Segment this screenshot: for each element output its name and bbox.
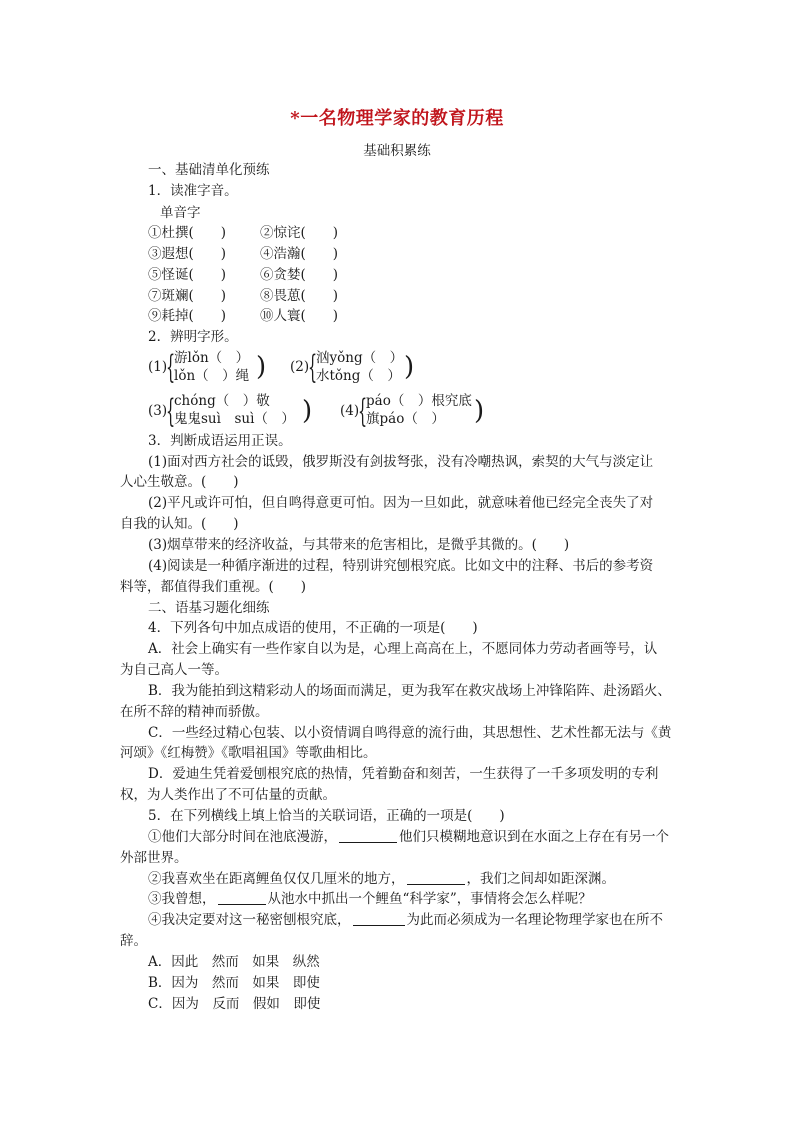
pinyin-item: ⑧畏葸( ) <box>260 288 339 304</box>
sentence-text: ④我决定要对这一秘密刨根究底， <box>148 912 351 928</box>
option-line: 在所不辞的精神而骄傲。 <box>120 704 269 720</box>
fill-blank[interactable] <box>218 891 266 905</box>
right-paren: ) <box>404 352 415 382</box>
right-paren: ) <box>474 396 485 426</box>
sentence-text: 为此而必须成为一名理论物理学家也在所不 <box>406 912 663 928</box>
question-line: (2)平凡或许可怕，但自鸣得意更可怕。因为一旦如此，就意味着他已经完全丧失了对 <box>148 495 654 511</box>
question-line: 料等，都值得我们重视。( ) <box>120 579 307 595</box>
glyph-group-line: 游lǒn（ ） <box>174 350 250 366</box>
fill-blank[interactable] <box>339 829 397 843</box>
option-line: 河颂》《红梅赞》《歌唱祖国》等歌曲相比。 <box>120 745 377 761</box>
pinyin-item: ⑩人寰( ) <box>260 308 339 324</box>
pinyin-item: ⑥贪婪( ) <box>260 267 339 283</box>
question-stem: 1．读准字音。 <box>148 183 238 199</box>
right-paren: ) <box>302 396 313 426</box>
left-brace: { <box>308 348 318 386</box>
page-title: *一名物理学家的教育历程 <box>290 108 504 129</box>
glyph-group-number: (3) <box>148 403 168 419</box>
glyph-group-line: chóng（ ）敬 <box>174 393 270 409</box>
glyph-group-line: 旗páo（ ） <box>366 411 445 427</box>
sentence-text: ，我们之间却如距深渊。 <box>466 871 615 887</box>
right-paren: ) <box>256 352 267 382</box>
answer-option[interactable]: C．因为 反而 假如 即使 <box>148 996 321 1012</box>
question-subheading: 单音字 <box>160 205 201 221</box>
glyph-group-number: (4) <box>340 403 360 419</box>
fill-blank[interactable] <box>353 912 405 926</box>
glyph-group-number: (1) <box>148 359 168 375</box>
sentence-line <box>148 890 592 908</box>
question-stem: 5．在下列横线上填上恰当的关联词语，正确的一项是( ) <box>148 808 505 824</box>
left-brace: { <box>166 392 176 430</box>
option-line: D．爱迪生凭着爱刨根究底的热情，凭着勤奋和刻苦，一生获得了一千多项发明的专利 <box>148 766 659 782</box>
glyph-group-number: (2) <box>290 359 310 375</box>
pinyin-item: ①杜撰( ) <box>148 225 227 241</box>
question-line: (4)阅读是一种循序渐进的过程，特别讲究刨根究底。比如文中的注释、书后的参考资 <box>148 558 654 574</box>
sentence-text: 从池水中抓出一个鲤鱼“科学家”，事情将会怎么样呢？ <box>267 891 592 907</box>
left-brace: { <box>358 392 368 430</box>
option-line: C．一些经过精心包装、以小资情调自鸣得意的流行曲，其思想性、艺术性都无法与《黄 <box>148 725 672 741</box>
fill-blank[interactable] <box>407 871 465 885</box>
sentence-text: ③我曾想， <box>148 891 216 907</box>
sentence-line: 辞。 <box>120 933 147 949</box>
sentence-text: ②我喜欢坐在距离鲤鱼仅仅几厘米的地方， <box>148 871 405 887</box>
sentence-line <box>148 870 615 888</box>
question-stem: 4．下列各句中加点成语的使用，不正确的一项是( ) <box>148 620 478 636</box>
glyph-group-line: lǒn（ ）绳 <box>174 368 250 384</box>
sentence-text: 他们只模糊地意识到在水面之上存在有另一个 <box>399 829 669 845</box>
question-line: (1)面对西方社会的诋毁，俄罗斯没有剑拔弩张，没有冷嘲热讽，索契的大气与淡定让 <box>148 454 654 470</box>
pinyin-item: ⑤怪诞( ) <box>148 267 227 283</box>
question-line: 自我的认知。( ) <box>120 516 239 532</box>
sentence-line <box>148 911 663 929</box>
glyph-group-line: 水tǒng（ ） <box>316 368 401 384</box>
sentence-line <box>148 828 669 846</box>
question-stem: 2．辨明字形。 <box>148 329 238 345</box>
question-line: 人心生敬意。( ) <box>120 474 239 490</box>
glyph-group-line: 汹yǒng（ ） <box>316 350 404 366</box>
option-line: A．社会上确实有一些作家自以为是，心理上高高在上，不愿同体力劳动者画等号，认 <box>148 641 658 657</box>
left-brace: { <box>166 348 176 386</box>
glyph-group-line: páo（ ）根究底 <box>366 393 472 409</box>
question-line: (3)烟草带来的经济收益，与其带来的危害相比，是微乎其微的。( ) <box>148 537 570 553</box>
glyph-group-line: 鬼鬼suì suì（ ） <box>174 411 295 427</box>
sentence-line: 外部世界。 <box>120 850 188 866</box>
section-heading: 二、语基习题化细练 <box>148 600 270 616</box>
pinyin-item: ③遐想( ) <box>148 246 227 262</box>
answer-option[interactable]: A．因此 然而 如果 纵然 <box>148 954 320 970</box>
pinyin-item: ⑨耗掉( ) <box>148 308 227 324</box>
option-line: B．我为能拍到这精彩动人的场面而满足，更为我军在救灾战场上冲锋陷阵、赴汤蹈火、 <box>148 683 671 699</box>
section-heading: 一、基础清单化预练 <box>148 162 270 178</box>
pinyin-item: ④浩瀚( ) <box>260 246 339 262</box>
question-stem: 3．判断成语运用正误。 <box>148 433 292 449</box>
option-line: 为自己高人一等。 <box>120 662 228 678</box>
answer-option[interactable]: B．因为 然而 如果 即使 <box>148 975 320 991</box>
option-line: 权，为人类作出了不可估量的贡献。 <box>120 787 336 803</box>
page-subtitle: 基础积累练 <box>363 143 431 159</box>
pinyin-item: ⑦斑斓( ) <box>148 288 227 304</box>
sentence-text: ①他们大部分时间在池底漫游， <box>148 829 337 845</box>
pinyin-item: ②惊诧( ) <box>260 225 339 241</box>
